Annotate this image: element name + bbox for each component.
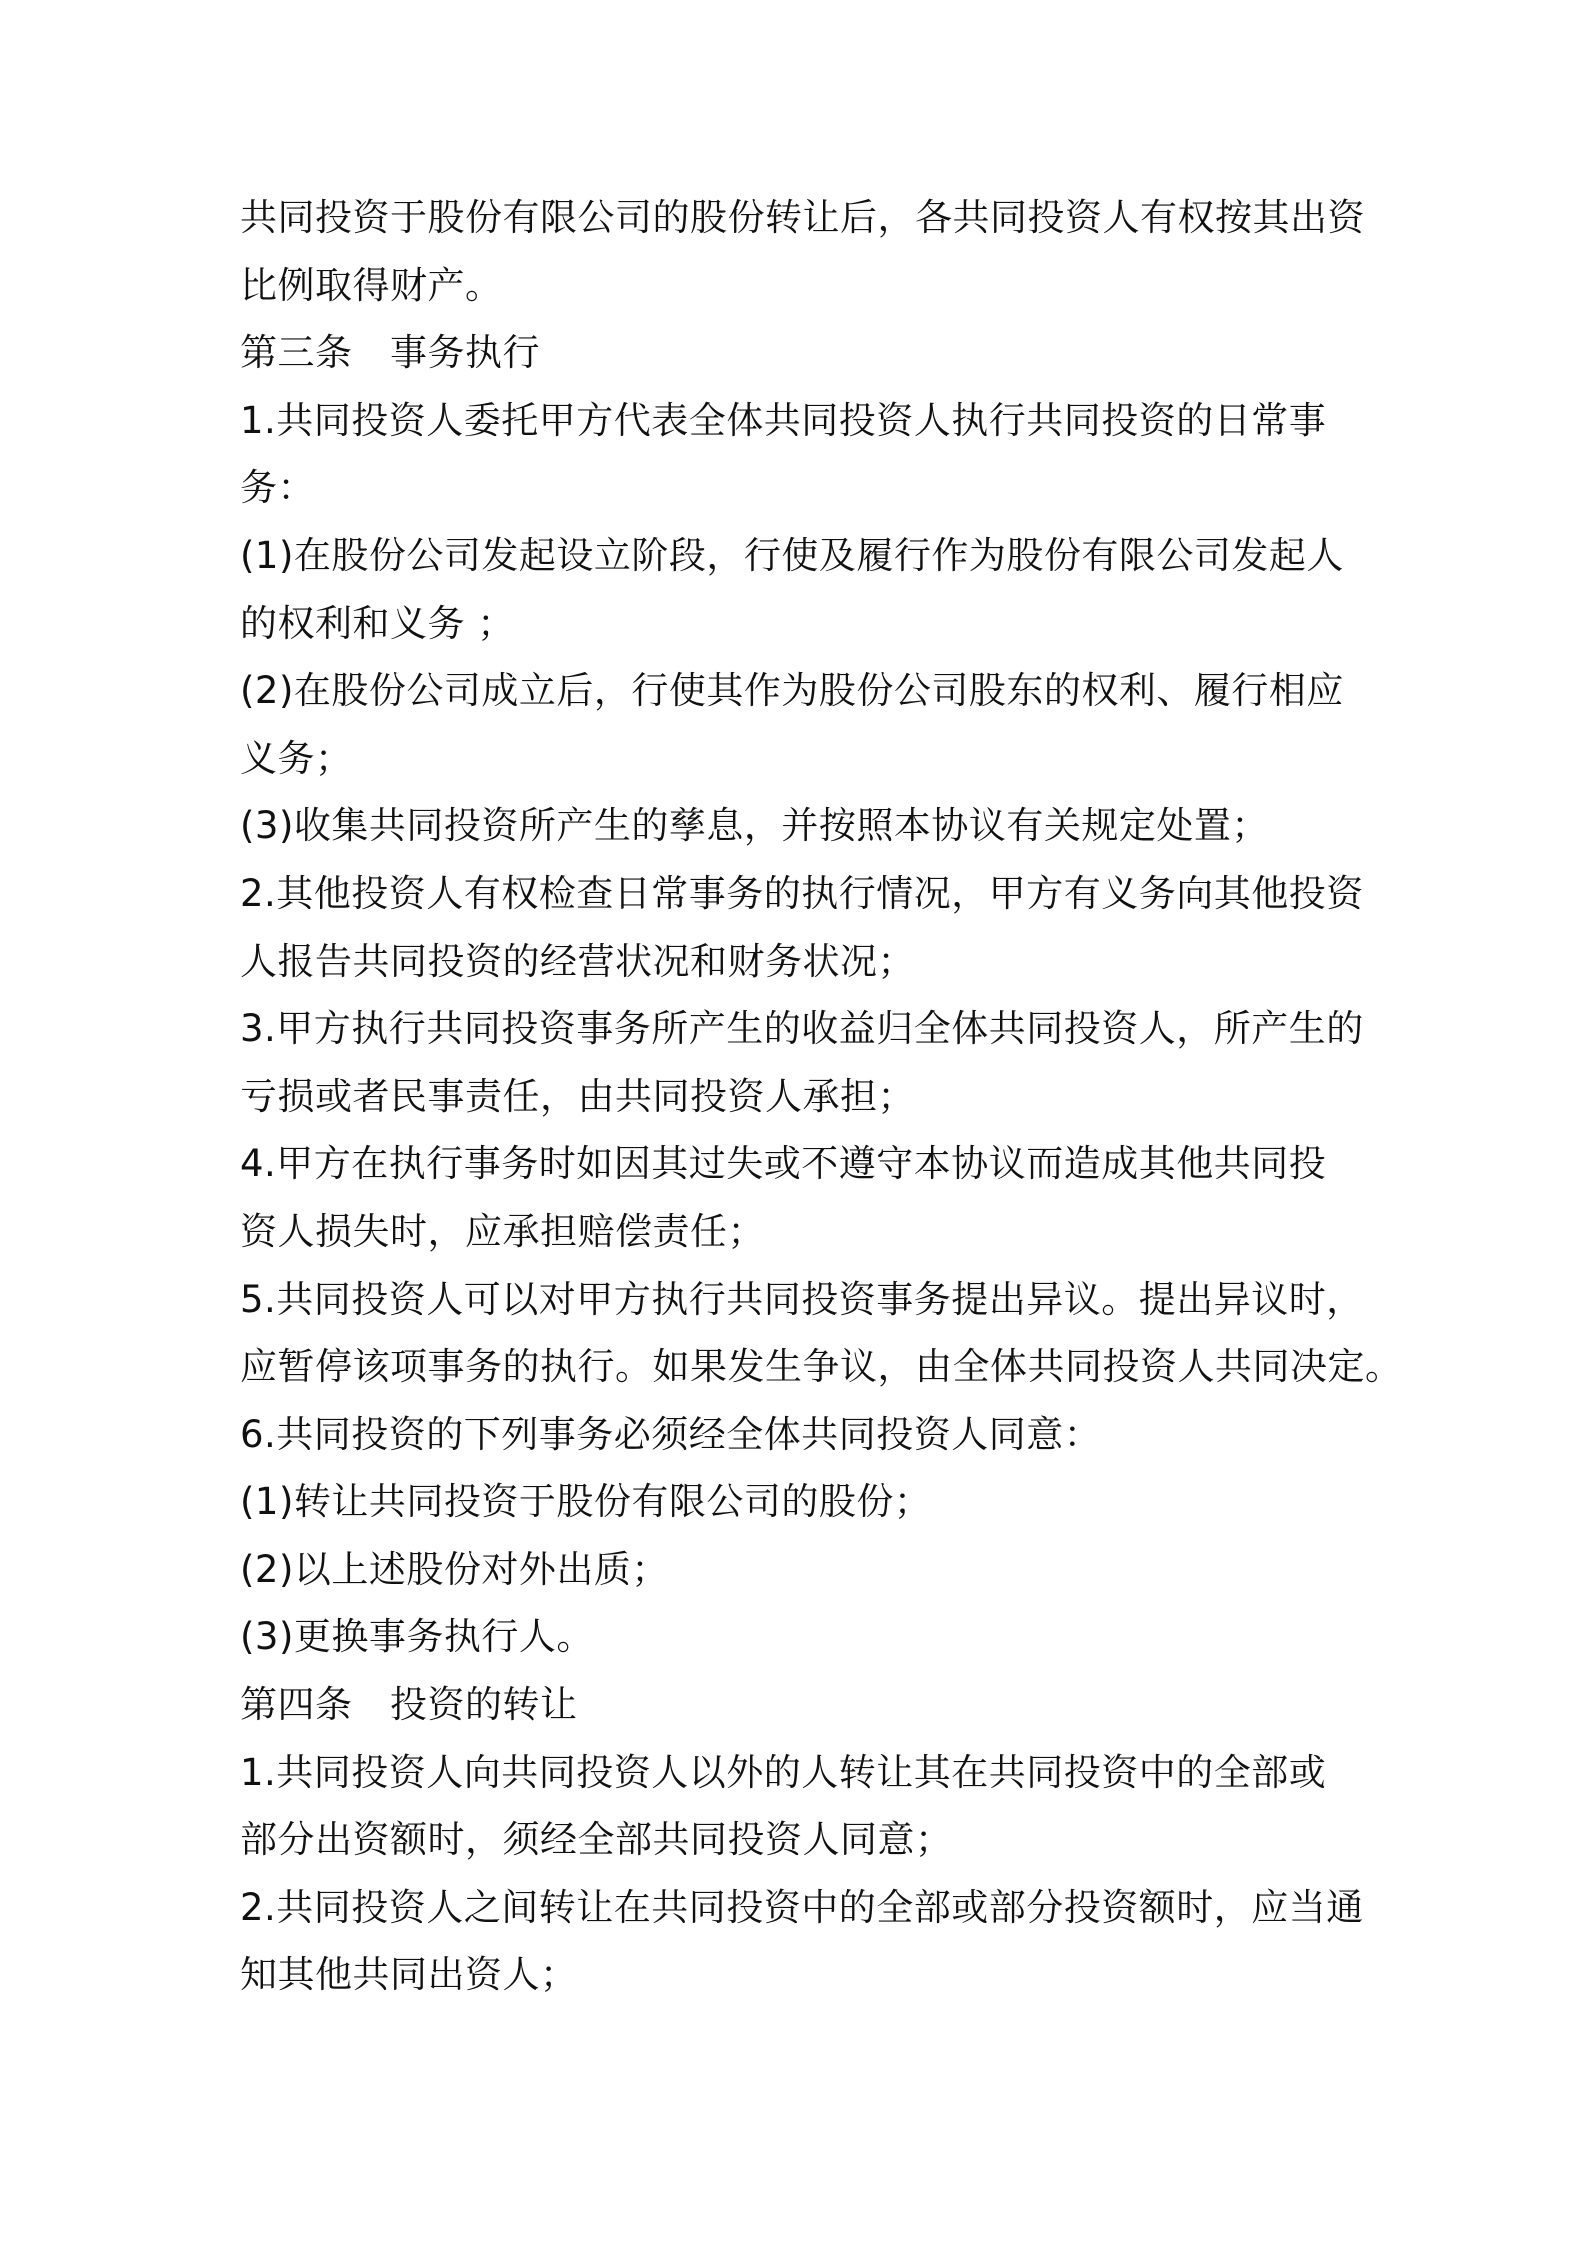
text-line: 2.其他投资人有权检查日常事务的执行情况，甲方有义务向其他投资 bbox=[240, 871, 1364, 915]
text-line: 5.共同投资人可以对甲方执行共同投资事务提出异议。提出异议时， bbox=[240, 1277, 1364, 1321]
text-line: 共同投资于股份有限公司的股份转让后，各共同投资人有权按其出资 bbox=[240, 196, 1365, 239]
text-line: 人报告共同投资的经营状况和财务状况； bbox=[240, 939, 915, 983]
text-line: 部分出资额时，须经全部共同投资人同意； bbox=[240, 1818, 953, 1862]
text-line: 6.共同投资的下列事务必须经全体共同投资人同意： bbox=[240, 1412, 1102, 1456]
text-line: 资人损失时，应承担赔偿责任； bbox=[240, 1209, 765, 1253]
text-line: 1.共同投资人委托甲方代表全体共同投资人执行共同投资的日常事 bbox=[240, 398, 1327, 442]
document-body bbox=[240, 184, 1403, 2009]
text-line: 2.共同投资人之间转让在共同投资中的全部或部分投资额时，应当通 bbox=[240, 1885, 1364, 1929]
text-line: 亏损或者民事责任，由共同投资人承担； bbox=[240, 1074, 915, 1118]
text-line: 比例取得财产。 bbox=[240, 263, 503, 307]
text-line: 知其他共同出资人； bbox=[240, 1953, 578, 1997]
text-line: 1.共同投资人向共同投资人以外的人转让其在共同投资中的全部或 bbox=[240, 1750, 1327, 1794]
text-line: 的权利和义务 ； bbox=[240, 601, 515, 645]
text-line: (1)在股份公司发起设立阶段，行使及履行作为股份有限公司发起人 bbox=[240, 533, 1344, 577]
text-line: 3.甲方执行共同投资事务所产生的收益归全体共同投资人，所产生的 bbox=[240, 1007, 1364, 1051]
text-line: 务： bbox=[240, 466, 315, 510]
text-line: 应暂停该项事务的执行。如果发生争议，由全体共同投资人共同决定。 bbox=[240, 1345, 1403, 1389]
text-line: (3)收集共同投资所产生的孳息，并按照本协议有关规定处置； bbox=[240, 804, 1269, 848]
section-heading: 第三条 事务执行 bbox=[240, 331, 540, 375]
text-line: (3)更换事务执行人。 bbox=[240, 1615, 594, 1659]
text-line: (2)在股份公司成立后，行使其作为股份公司股东的权利、履行相应 bbox=[240, 669, 1344, 713]
section-heading: 第四条 投资的转让 bbox=[240, 1683, 578, 1727]
text-line: (2)以上述股份对外出质； bbox=[240, 1547, 669, 1591]
text-line: (1)转让共同投资于股份有限公司的股份； bbox=[240, 1480, 932, 1524]
text-line: 4.甲方在执行事务时如因其过失或不遵守本协议而造成其他共同投 bbox=[240, 1142, 1327, 1186]
text-line: 义务； bbox=[240, 736, 353, 780]
